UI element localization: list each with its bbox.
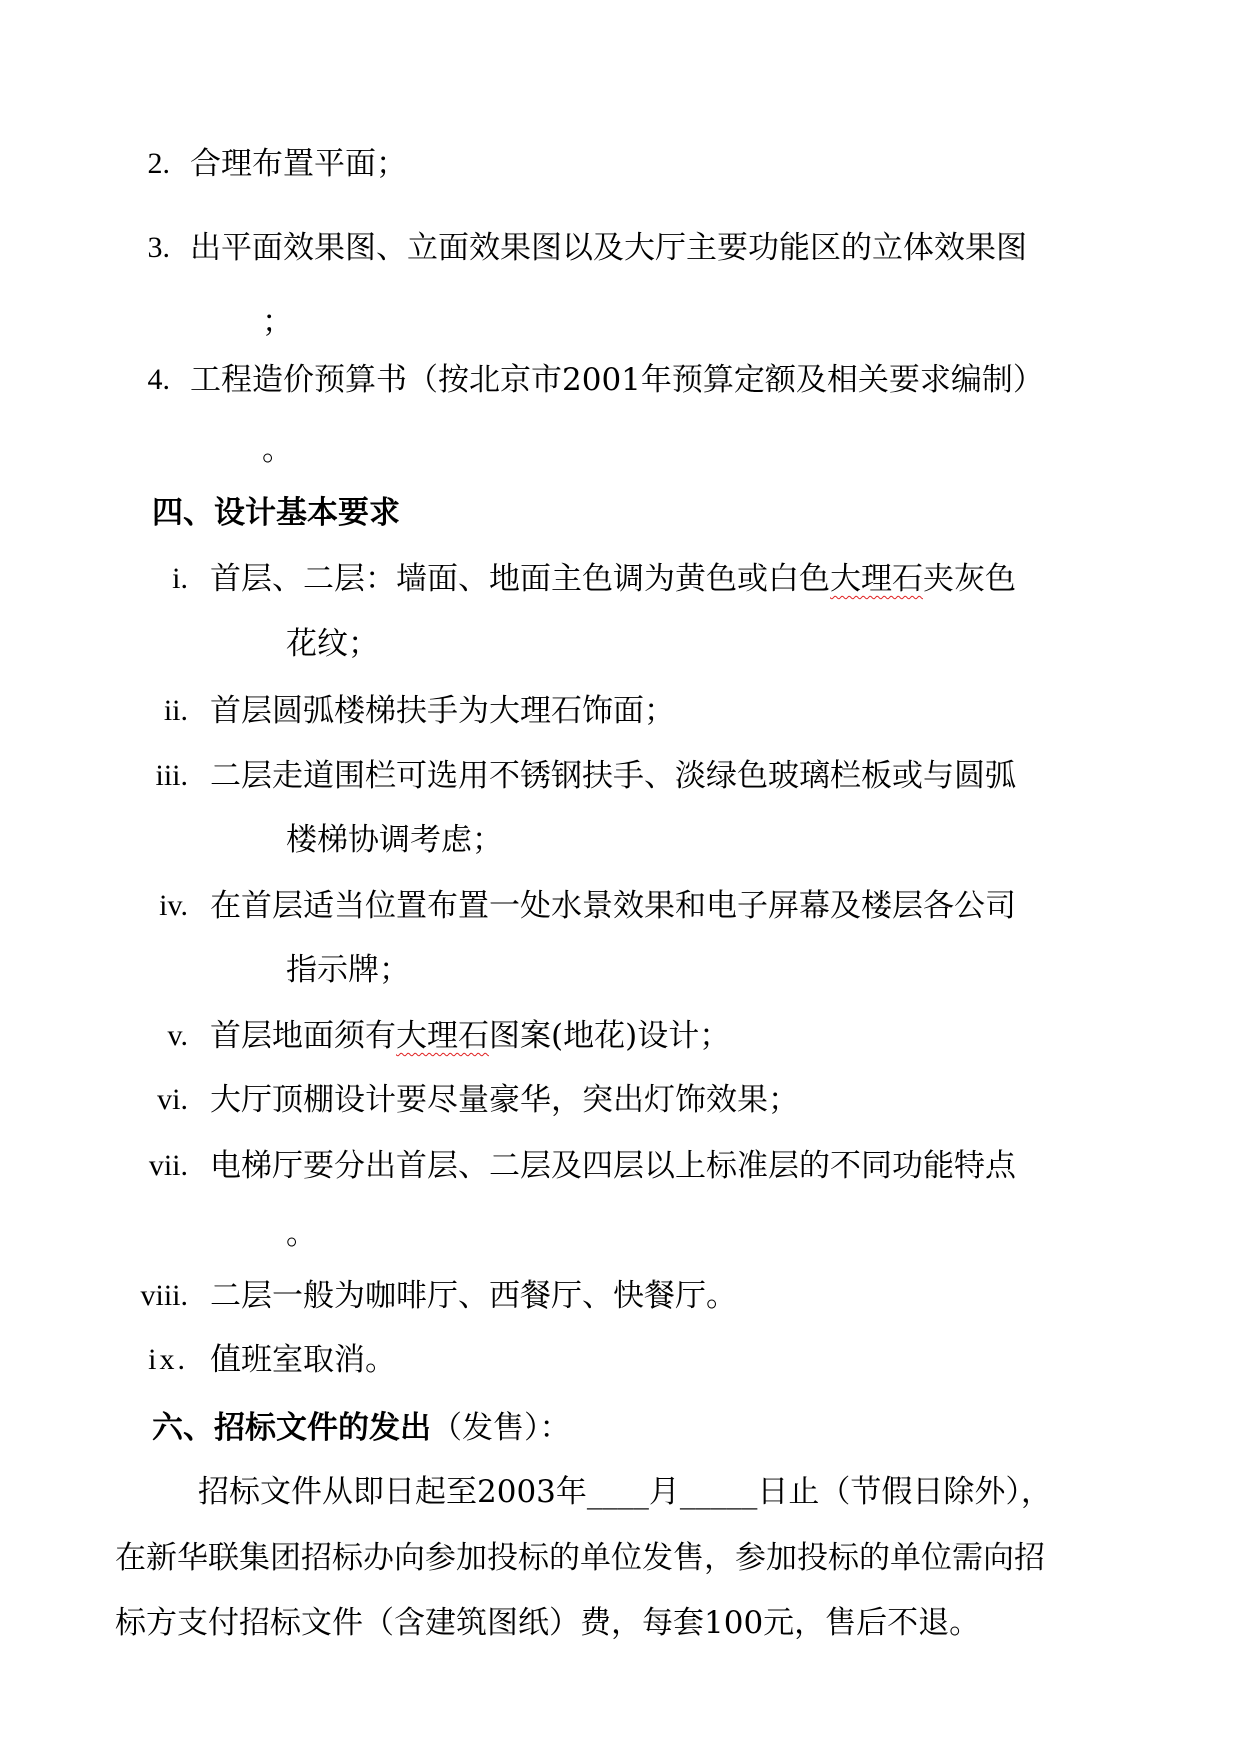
list-item-number: iii. <box>155 759 188 792</box>
list-item-text: 出平面效果图、立面效果图以及大厅主要功能区的立体效果图 <box>190 230 1027 266</box>
list-item-number: ix. <box>148 1343 188 1376</box>
list-item-continuation: 楼梯协调考虑； <box>286 822 503 858</box>
list-item-number: 2. <box>147 147 170 180</box>
list-item-continuation: 指示牌； <box>286 952 410 988</box>
list-item-number: v. <box>167 1019 188 1052</box>
list-item-number: vi. <box>157 1083 188 1116</box>
list-item-text: 二层走道围栏可选用不锈钢扶手、淡绿色玻璃栏板或与圆弧 <box>210 758 1016 794</box>
list-item-continuation: 花纹； <box>286 626 379 662</box>
list-item-number: 3. <box>147 231 170 264</box>
paragraph-line: 标方支付招标文件（含建筑图纸）费，每套100元，售后不退。 <box>115 1605 981 1641</box>
section-heading: 六、招标文件的发出（发售）： <box>152 1410 571 1446</box>
paragraph-line: 在新华联集团招标办向参加投标的单位发售，参加投标的单位需向招 <box>115 1540 1045 1576</box>
spellcheck-marked-word: 大理石 <box>396 1018 489 1054</box>
list-item-continuation: ； <box>262 304 293 340</box>
list-item-text: 首层、二层：墙面、地面主色调为黄色或白色大理石夹灰色 <box>210 561 1016 597</box>
list-item-number: vii. <box>148 1149 188 1182</box>
list-item-text: 在首层适当位置布置一处水景效果和电子屏幕及楼层各公司 <box>210 888 1016 924</box>
list-item-text: 二层一般为咖啡厅、西餐厅、快餐厅。 <box>210 1278 737 1314</box>
section-heading: 四、设计基本要求 <box>152 495 400 531</box>
list-item-text: 值班室取消。 <box>210 1342 396 1378</box>
list-item-text: 电梯厅要分出首层、二层及四层以上标准层的不同功能特点 <box>210 1148 1016 1184</box>
list-item-text: 合理布置平面； <box>190 146 407 182</box>
list-item-text: 大厅顶棚设计要尽量豪华，突出灯饰效果； <box>210 1082 799 1118</box>
list-item-text: 工程造价预算书（按北京市2001年预算定额及相关要求编制） <box>190 362 1044 398</box>
spellcheck-marked-word: 大理石 <box>830 561 923 597</box>
list-item-continuation: 。 <box>286 1216 317 1252</box>
list-item-number: ii. <box>163 694 188 727</box>
list-item-continuation: 。 <box>262 432 293 468</box>
list-item-number: 4. <box>147 363 170 396</box>
list-item-text: 首层圆弧楼梯扶手为大理石饰面； <box>210 693 675 729</box>
list-item-number: i. <box>172 562 188 595</box>
paragraph-line: 招标文件从即日起至2003年____月_____日止（节假日除外）， <box>198 1474 1052 1510</box>
list-item-text: 首层地面须有大理石图案(地花)设计； <box>210 1018 731 1054</box>
list-item-number: iv. <box>159 889 188 922</box>
list-item-number: viii. <box>140 1279 188 1312</box>
